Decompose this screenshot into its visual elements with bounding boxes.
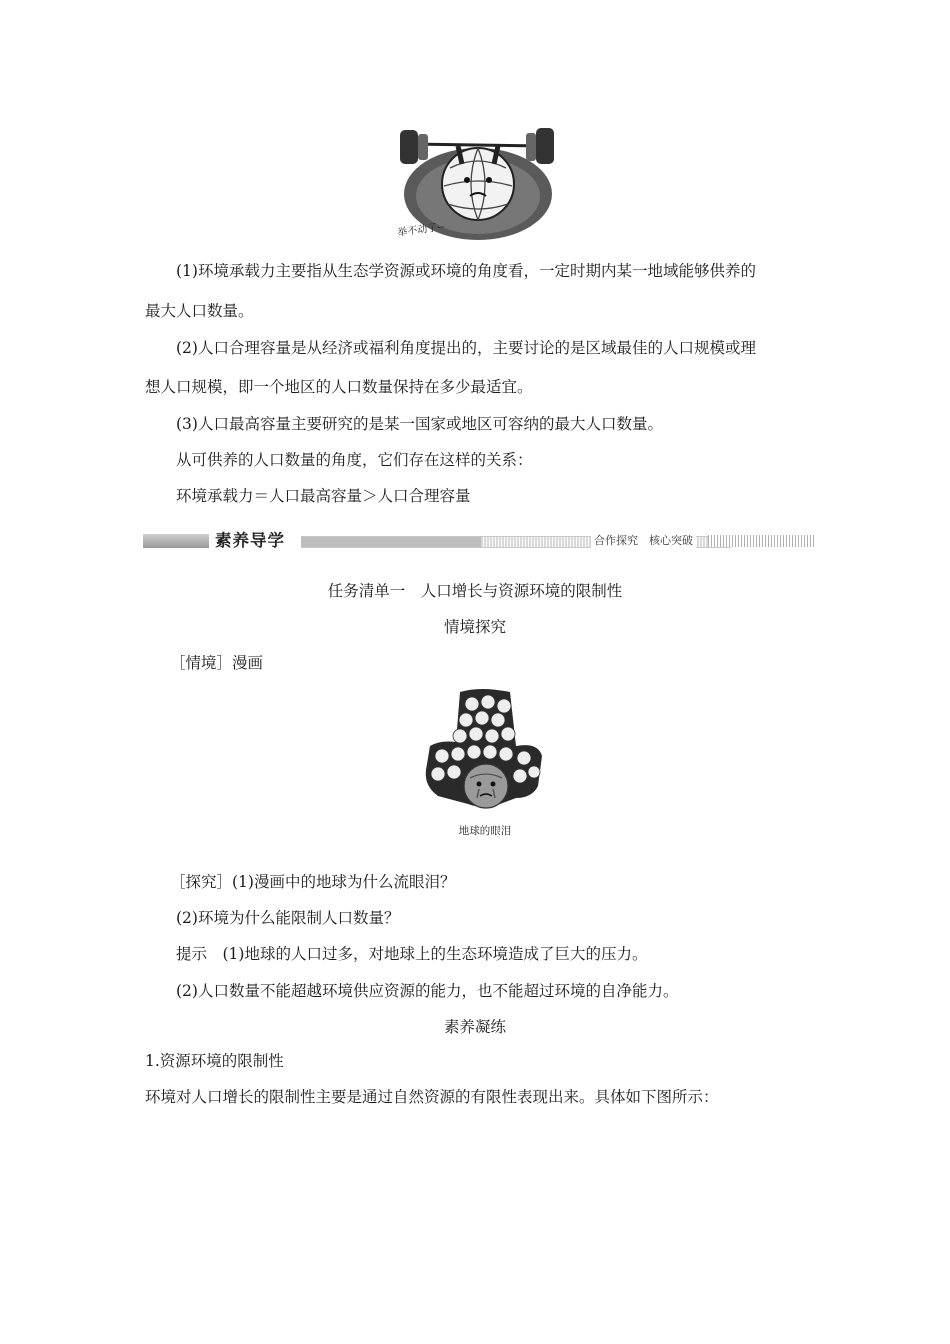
figure2-caption: 地球的眼泪 (458, 825, 512, 837)
paragraph-3: (3)人口最高容量主要研究的是某一国家或地区可容纳的最大人口数量。 (176, 415, 663, 433)
banner-title: 素养导学 (215, 531, 285, 550)
paragraph-1-line-1: (1)环境承载力主要指从生态学资源或环境的角度看，一定时期内某一地域能够供养的 (176, 262, 756, 280)
explore-question-2: (2)环境为什么能限制人口数量？ (176, 909, 400, 927)
task-subheading: 情境探究 (443, 618, 506, 636)
paragraph-2-line-2: 想人口规模，即一个地区的人口数量保持在多少最适宜。 (145, 378, 533, 396)
globe-weightlifting-illustration (392, 124, 562, 244)
banner-middle-fill (301, 537, 481, 547)
practice-item-1-text: 环境对人口增长的限制性主要是通过自然资源的有限性表现出来。具体如下图所示： (145, 1088, 719, 1106)
figure1-caption: 举不动了-- (396, 221, 446, 239)
practice-item-1-title: 1.资源环境的限制性 (145, 1052, 284, 1070)
explore-answer-2: (2)人口数量不能超越环境供应资源的能力，也不能超过环境的自净能力。 (176, 982, 679, 1000)
practice-heading: 素养凝练 (443, 1018, 506, 1036)
paragraph-1-line-2: 最大人口数量。 (145, 302, 254, 320)
banner-left-bar (143, 534, 209, 548)
explore-answer-1: 提示 (1)地球的人口过多，对地球上的生态环境造成了巨大的压力。 (176, 945, 648, 963)
banner-subtitle: 合作探究 核心突破 (591, 533, 696, 549)
situation-label: ［情境］漫画 (170, 654, 264, 672)
paragraph-2-line-1: (2)人口合理容量是从经济或福利角度提出的，主要讨论的是区域最佳的人口规模或理 (176, 339, 756, 357)
earth-tears-illustration (420, 686, 550, 841)
relation-formula: 环境承载力＝人口最高容量＞人口合理容量 (176, 487, 471, 505)
explore-question-1: ［探究］(1)漫画中的地球为什么流眼泪？ (170, 873, 456, 891)
paragraph-4: 从可供养的人口数量的角度，它们存在这样的关系： (176, 451, 533, 469)
task-heading: 任务清单一 人口增长与资源环境的限制性 (327, 582, 623, 600)
section-banner (143, 531, 815, 551)
banner-right-bar (708, 535, 815, 547)
